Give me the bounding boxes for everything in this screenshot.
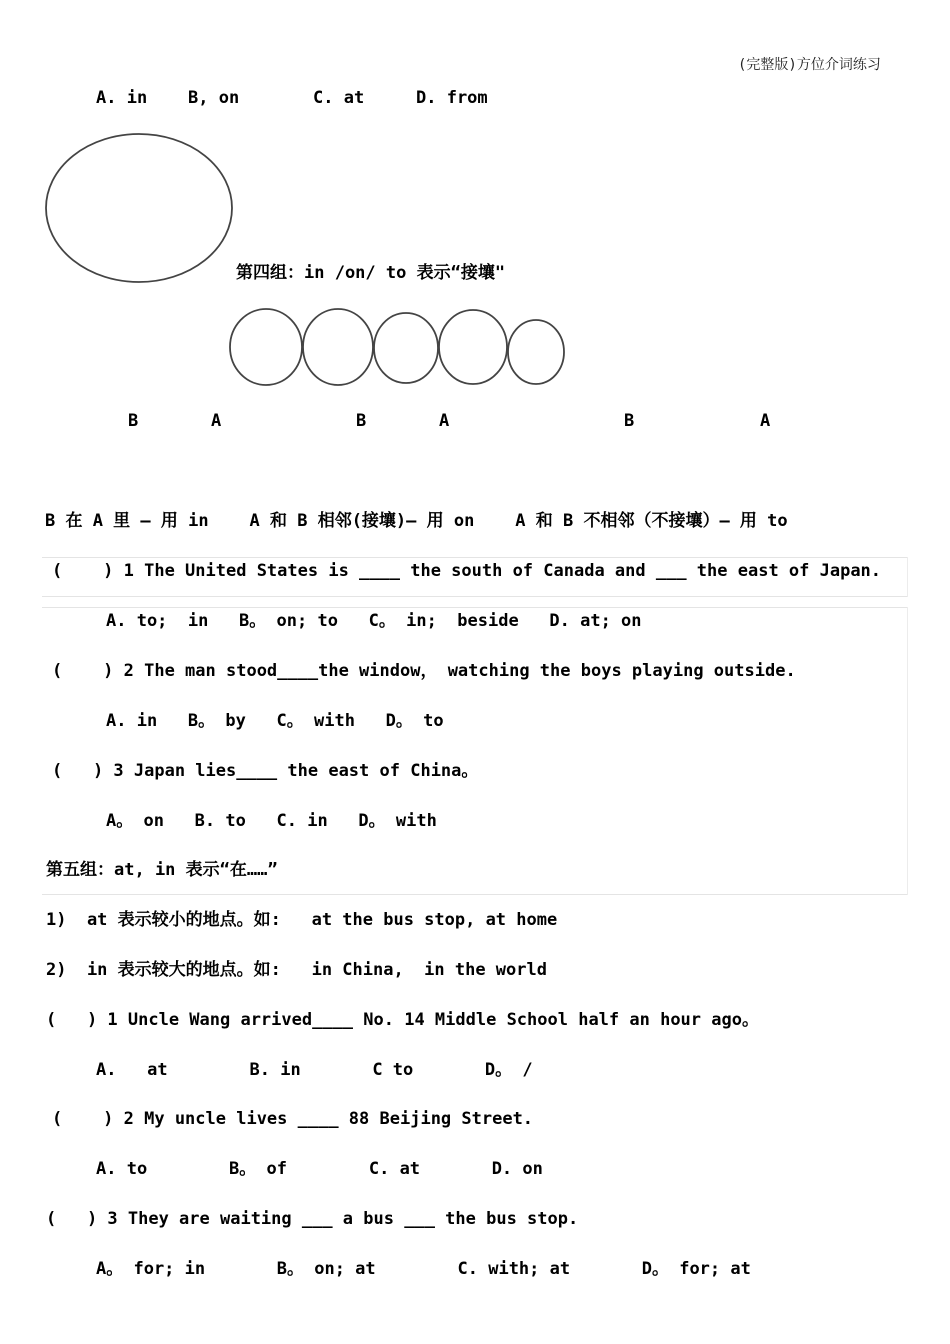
label-a: A	[211, 411, 222, 431]
label-a: A	[439, 411, 450, 431]
label-b: B	[128, 411, 139, 431]
adjacent-circle-2	[303, 309, 373, 385]
adjacent-circle-3	[374, 313, 438, 383]
table-border	[907, 607, 908, 895]
group5-title: 第五组：at, in 表示“在……”	[46, 860, 278, 880]
table-border	[42, 557, 908, 558]
large-circle-diagram	[46, 134, 232, 282]
question-stem: ( ) 1 Uncle Wang arrived____ No. 14 Middle School half an hour ago。	[46, 1010, 759, 1030]
table-border	[42, 894, 908, 895]
question-options: A。 for; in B。 on; at C. with; at D。 for; at	[96, 1259, 751, 1279]
label-b: B	[624, 411, 635, 431]
question-stem: ( ) 2 The man stood____the window， watching the boys playing outside.	[52, 661, 796, 681]
option-c: C. at	[313, 88, 365, 108]
label-b: B	[356, 411, 367, 431]
adjacent-circle-4	[439, 310, 507, 384]
option-a: A. in	[96, 88, 148, 108]
label-a: A	[760, 411, 771, 431]
question-options: A. to B。 of C. at D. on	[96, 1159, 543, 1179]
option-d: D. from	[416, 88, 488, 108]
page-header: (完整版)方位介词练习	[738, 57, 881, 73]
group5-note: 1) at 表示较小的地点。如: at the bus stop, at home	[46, 910, 558, 930]
group4-rule: B 在 A 里 — 用 in A 和 B 相邻(接壤)— 用 on A 和 B 不相邻（不接壤）— 用 to	[45, 511, 788, 531]
question-options: A. in B。 by C。 with D。 to	[106, 711, 444, 731]
question-stem: ( ) 1 The United States is ____ the south of Canada and ___ the east of Japan.	[52, 561, 882, 581]
question-options: A. to; in B。 on; to C。 in; beside D. at; on	[106, 611, 642, 631]
table-border	[42, 596, 908, 597]
group5-note: 2) in 表示较大的地点。如: in China, in the world	[46, 960, 547, 980]
question-stem: ( ) 3 Japan lies____ the east of China。	[52, 761, 479, 781]
table-border	[907, 557, 908, 597]
option-b: B, on	[188, 88, 240, 108]
adjacent-circle-1	[230, 309, 302, 385]
question-stem: ( ) 3 They are waiting ___ a bus ___ the bus stop.	[46, 1209, 579, 1229]
question-stem: ( ) 2 My uncle lives ____ 88 Beijing Street.	[52, 1109, 534, 1129]
question-options: A. at B. in C to D。 /	[96, 1060, 533, 1080]
group4-title: 第四组：in /on/ to 表示“接壤"	[236, 263, 506, 283]
table-border	[42, 607, 908, 608]
question-options: A。 on B. to C. in D。 with	[106, 811, 437, 831]
adjacent-circle-5	[508, 320, 564, 384]
